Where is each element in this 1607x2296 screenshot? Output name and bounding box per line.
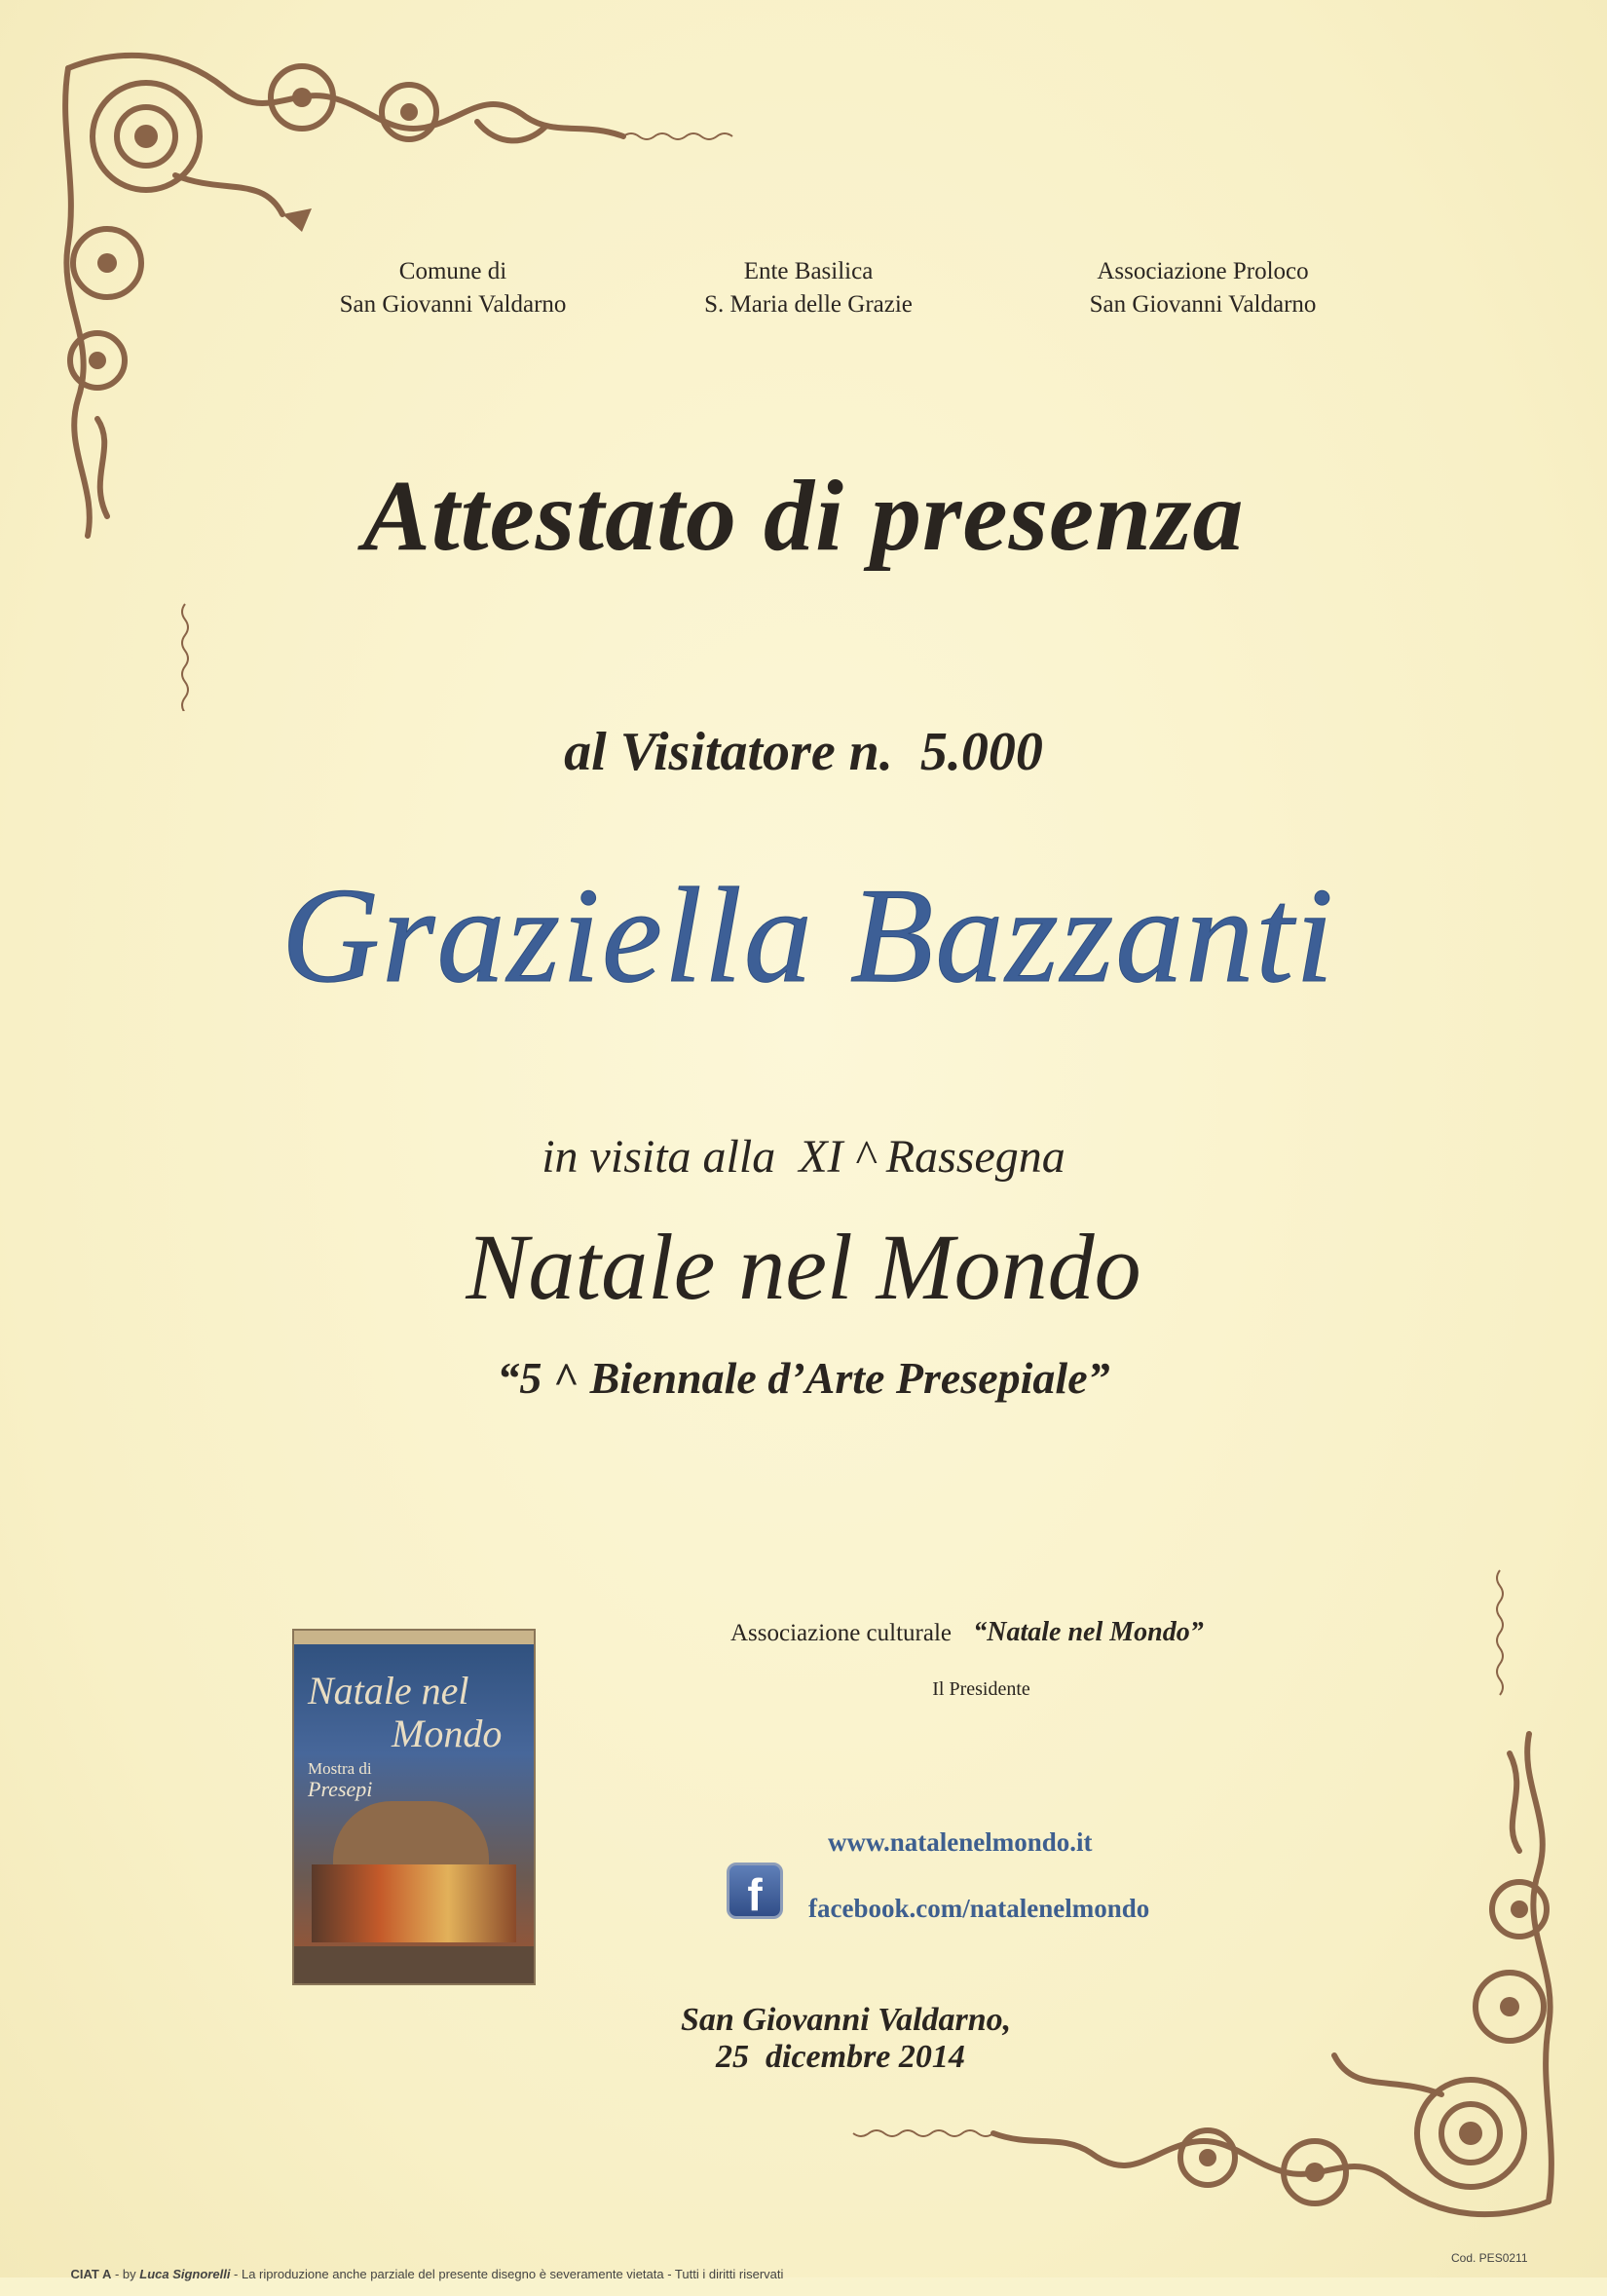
header-org-proloco [1042,255,1364,321]
poster-subtitle-line2: Presepi [308,1777,373,1801]
footer-product-code: Cod. PES0211 [1451,2251,1528,2265]
header-org-basilica [648,255,969,321]
visit-line: in visita alla XI ^ Rassegna [542,1131,1065,1183]
poster-chapel-illustration [333,1801,489,1869]
top-left-ornament [39,29,799,711]
org-basilica-line1: Ente Basilica [743,258,874,284]
poster-subtitle-line1: Mostra di [308,1759,372,1778]
event-subtitle: “5 ^ Biennale d’Arte Presepiale” [497,1353,1110,1403]
president-label: Il Presidente [932,1678,1030,1700]
footer-credit [56,2252,783,2296]
event-name: Natale nel Mondo [466,1215,1141,1319]
place-text: San Giovanni Valdarno, [681,2002,1012,2038]
facebook-link[interactable]: facebook.com/natalenelmondo [808,1894,1150,1923]
footer-credit-by: - by [111,2267,140,2281]
header-org-comune [292,255,614,321]
footer-credit-code: CIAT A [70,2267,112,2281]
association-name: “Natale nel Mondo” [973,1617,1204,1647]
org-basilica-line2: S. Maria delle Grazie [704,291,913,318]
footer-credit-author: Luca Signorelli [139,2267,231,2281]
poster-title-line2: Mondo [392,1712,503,1755]
poster-title-line1: Natale nel [308,1669,469,1713]
association-line [730,1617,1315,1648]
certificate-title: Attestato di presenza [362,460,1245,572]
org-comune-line1: Comune di [398,258,507,284]
association-label: Associazione culturale [730,1620,952,1646]
event-poster-image [292,1629,536,1985]
place-date [648,1965,1011,2113]
footer-credit-notice: - La riproduzione anche parziale del presente disegno è severamente vietata - Tutti i diritti riservati [230,2267,784,2281]
recipient-name: Graziella Bazzanti [280,860,1336,1011]
website-link[interactable]: www.natalenelmondo.it [828,1827,1093,1857]
facebook-icon[interactable]: f [727,1863,783,1919]
date-text: 25 dicembre 2014 [716,2039,965,2075]
poster-nativity-illustration [312,1864,516,1942]
org-proloco-line1: Associazione Proloco [1097,258,1309,284]
org-proloco-line2: San Giovanni Valdarno [1089,291,1317,318]
org-comune-line2: San Giovanni Valdarno [339,291,567,318]
visitor-line: al Visitatore n. 5.000 [564,722,1043,782]
